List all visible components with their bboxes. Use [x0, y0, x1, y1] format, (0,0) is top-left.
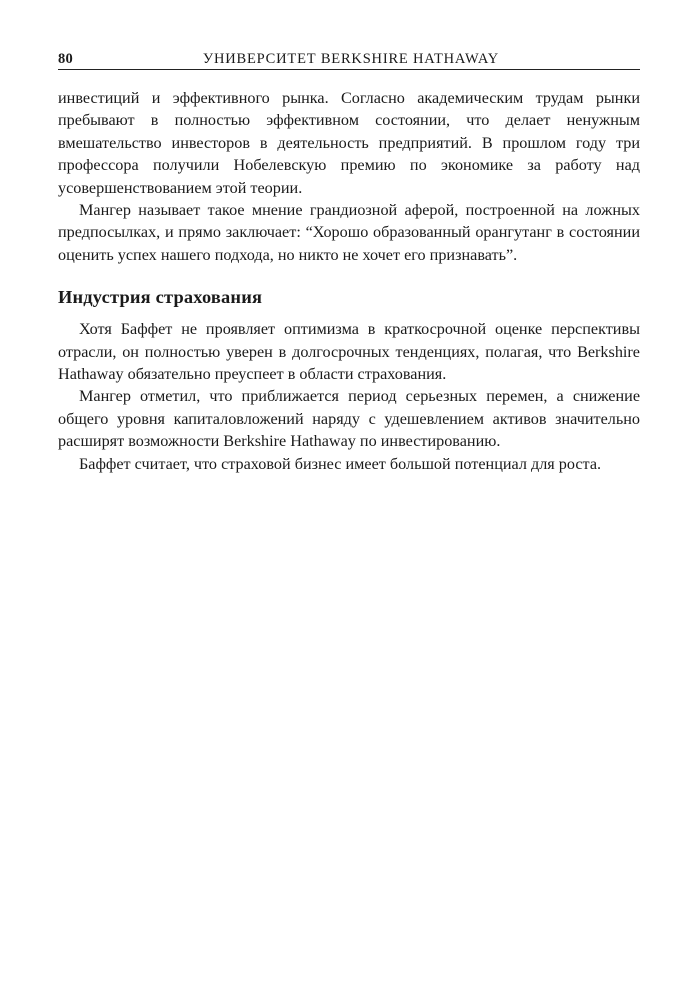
- paragraph: Мангер называет такое мнение грандиозной аферой, построенной на ложных предпосылках, и прямо заключает: “Хорошо образованный орангутанг в состоянии оценить успех нашего подхода, но никто не хочет его признавать”.: [58, 201, 640, 264]
- page-number: 80: [58, 51, 73, 67]
- paragraph: Мангер отметил, что приближается период серьезных перемен, а снижение общего уровня капиталовложений наряду с удешевлением активов значительно расширят возможности Berkshire Hathaway по инвестированию.: [58, 387, 640, 451]
- running-title: УНИВЕРСИТЕТ BERKSHIRE HATHAWAY: [202, 51, 500, 67]
- section-heading: Индустрия страхования: [58, 287, 263, 308]
- running-head: [58, 49, 640, 70]
- book-page: [58, 49, 640, 475]
- paragraph: Баффет считает, что страховой бизнес имеет большой потенциал для роста.: [79, 454, 602, 473]
- paragraph: Хотя Баффет не проявляет оптимизма в краткосрочной оценке перспективы отрасли, он полностью уверен в долгосрочных тенденциях, полагая, что Berkshire Hathaway обязательно преуспеет в области страхования.: [58, 320, 640, 384]
- paragraph: инвестиций и эффективного рынка. Согласно академическим трудам рынки пребывают в полностью эффективном состоянии, что делает ненужным вмешательство инвесторов в деятельность предприятий. В прошлом году три профессора получили Нобелевскую премию по экономике за работу над усовершенствованием этой теории.: [58, 89, 640, 197]
- page-body: [58, 87, 640, 475]
